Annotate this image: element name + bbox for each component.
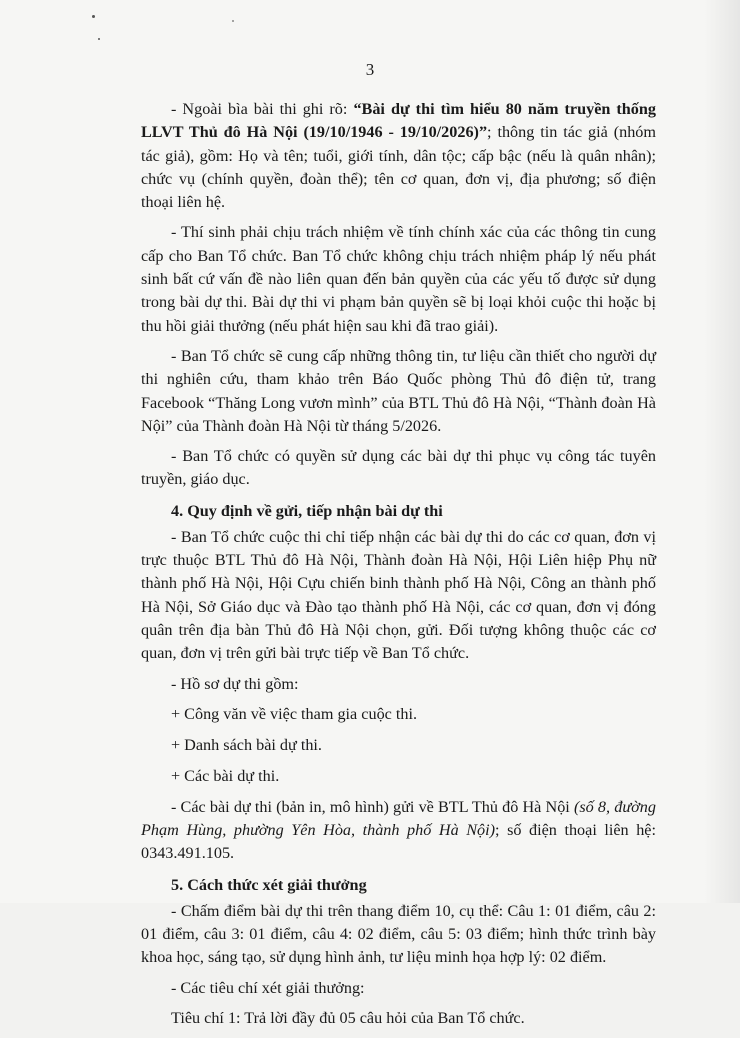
- paragraph-resources: - Ban Tổ chức sẽ cung cấp những thông tin, tư liệu cần thiết cho người dự thi nghiên cứu, tham khảo trên Báo Quốc phòng Thủ đô điện tử, trang Facebook “Thăng Long vươn mình” của BTL Thủ đô Hà Nội, “Thành đoàn Hà Nội” của Thành đoàn Hà Nội từ tháng 5/2026.: [141, 346, 656, 435]
- dossier-item: + Các bài dự thi.: [171, 766, 280, 785]
- criterion-1: Tiêu chí 1: Trả lời đầy đủ 05 câu hỏi của Ban Tổ chức.: [171, 1009, 525, 1028]
- text-span: ; số điện thoại liên hệ: 0343.491.105.: [141, 821, 656, 863]
- section-5-heading: 5. Cách thức xét giải thưởng: [171, 875, 367, 894]
- text-span: ; thông tin tác giả (nhóm tác giả), gồm: Họ và tên; tuổi, giới tính, dân tộc; cấp bậc (nếu là quân nhân); chức vụ (chính quyền, đoàn thể); tên cơ quan, đơn vị, địa phương; số điện thoại liên hệ.: [141, 123, 656, 212]
- dossier-label: - Hồ sơ dự thi gồm:: [171, 674, 299, 693]
- text-span: - Các bài dự thi (bản in, mô hình) gửi về BTL Thủ đô Hà Nội: [171, 797, 574, 816]
- paragraph-submission-intro: - Ban Tổ chức cuộc thi chỉ tiếp nhận các bài dự thi do các cơ quan, đơn vị trực thuộc BTL Thủ đô Hà Nội, Thành đoàn Hà Nội, Hội Liên hiệp Phụ nữ thành phố Hà Nội, Hội Cựu chiến binh thành phố Hà Nội, Công an thành phố Hà Nội, Sở Giáo dục và Đào tạo thành phố Hà Nội, các cơ quan, đơn vị đóng quân trên địa bàn Thủ đô Hà Nội chọn, gửi. Đối tượng không thuộc các cơ quan, đơn vị trên gửi bài trực tiếp về Ban Tổ chức.: [141, 527, 656, 663]
- dossier-item: + Công văn về việc tham gia cuộc thi.: [171, 705, 418, 724]
- paragraph-usage-rights: - Ban Tổ chức có quyền sử dụng các bài dự thi phục vụ công tác tuyên truyền, giáo dục.: [141, 447, 656, 489]
- paragraph-cover-info: [141, 98, 656, 214]
- paragraph-scoring: - Chấm điểm bài dự thi trên thang điểm 10, cụ thể: Câu 1: 01 điểm, câu 2: 01 điểm, câu 3: 01 điểm, câu 4: 02 điểm, câu 5: 03 điểm; hình thức trình bày khoa học, sáng tạo, sử dụng hình ảnh, tư liệu minh họa hợp lý: 02 điểm.: [141, 901, 656, 967]
- contest-title: “Bài dự thi tìm hiểu 80 năm truyền thống LLVT Thủ đô Hà Nội (19/10/1946 - 19/10/2026)”: [141, 100, 656, 142]
- paragraph-send-address: [141, 796, 656, 866]
- scan-speck: [92, 15, 95, 18]
- scan-speck: [98, 38, 100, 40]
- paragraph-responsibility: - Thí sinh phải chịu trách nhiệm về tính chính xác của các thông tin cung cấp cho Ban Tổ chức. Ban Tổ chức không chịu trách nhiệm pháp lý nếu phát sinh bất cứ vấn đề nào liên quan đến bản quyền của các yếu tố được sử dụng trong bài dự thi. Bài dự thi vi phạm bản quyền sẽ bị loại khỏi cuộc thi hoặc bị thu hồi giải thưởng (nếu phát hiện sau khi đã trao giải).: [141, 223, 656, 335]
- page-number: 3: [365, 60, 375, 79]
- section-4-heading: 4. Quy định về gửi, tiếp nhận bài dự thi: [171, 501, 443, 520]
- scan-speck: [232, 20, 234, 22]
- document-body: [141, 98, 656, 1038]
- criteria-label: - Các tiêu chí xét giải thưởng:: [171, 978, 365, 997]
- dossier-item: + Danh sách bài dự thi.: [171, 736, 322, 755]
- text-span: - Ngoài bìa bài thi ghi rõ:: [171, 100, 354, 118]
- address-italic: (số 8, đường Phạm Hùng, phường Yên Hòa, thành phố Hà Nội): [141, 797, 656, 840]
